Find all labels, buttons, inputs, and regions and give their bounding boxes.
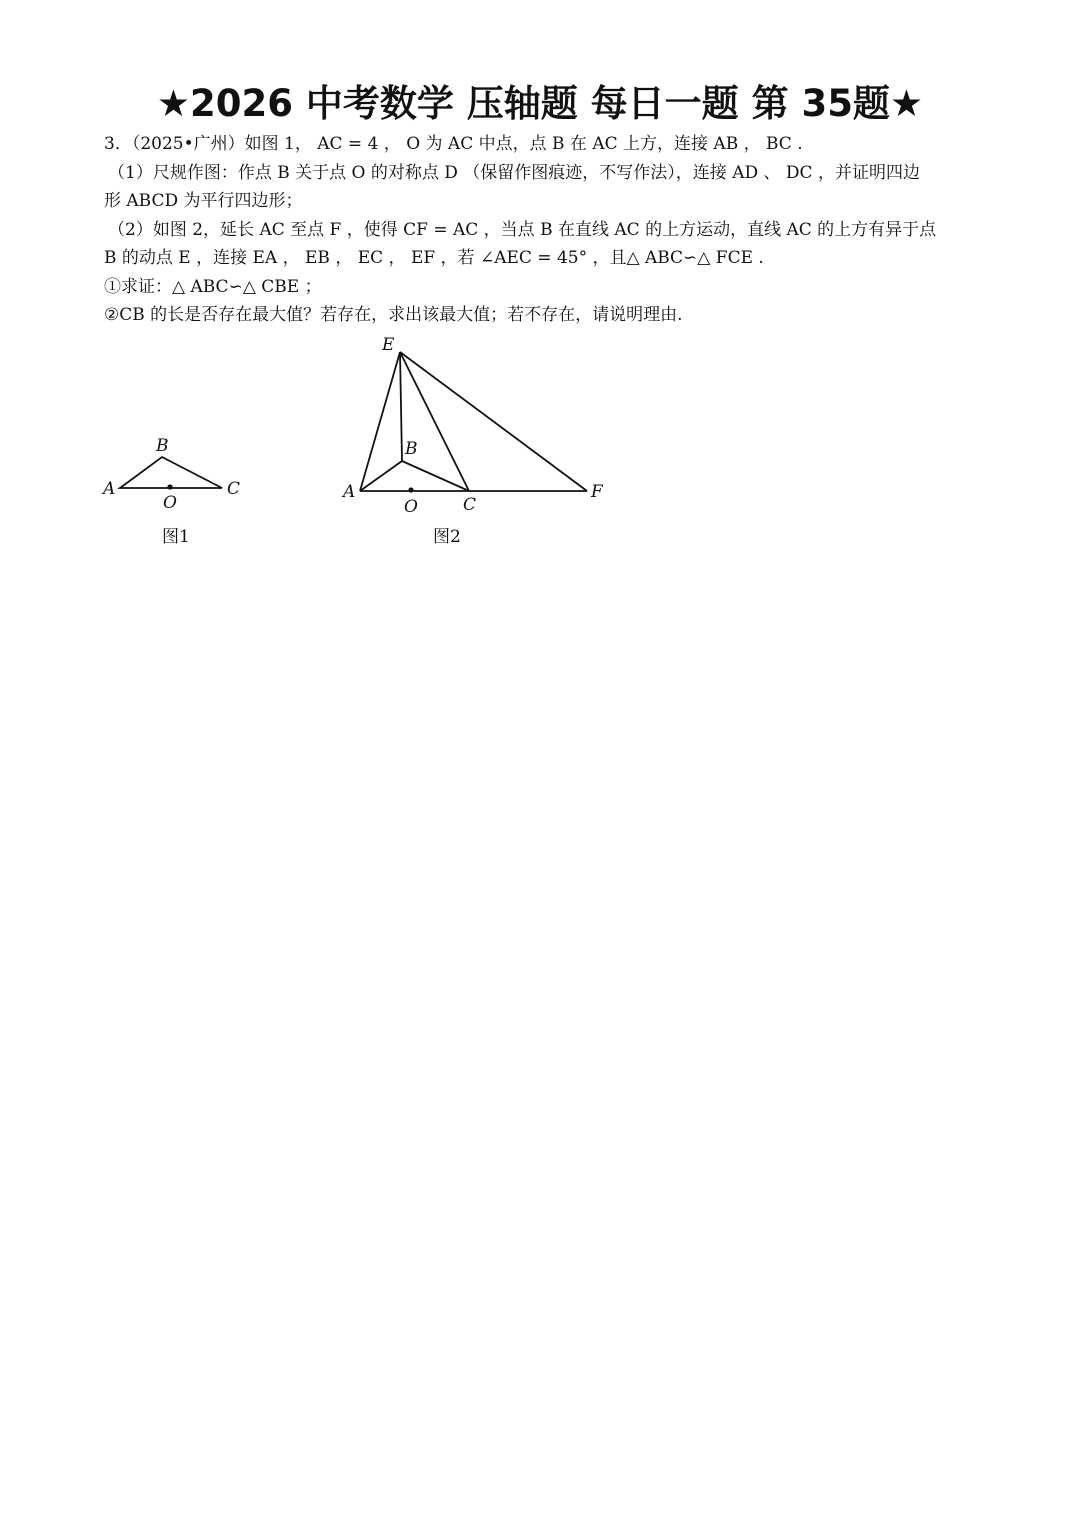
problem-line: ①求证：△ ABC∽△ CBE ； (104, 276, 322, 297)
problem-text (104, 130, 984, 330)
label-o: O (404, 497, 418, 517)
problem-line: ②CB 的长是否存在最大值？若存在，求出该最大值；若不存在，请说明理由. (104, 305, 683, 325)
problem-line: （1）尺规作图：作点 B 关于点 O 的对称点 D （保留作图痕迹，不写作法），连接 AD 、 DC ，并证明四边 (108, 162, 920, 183)
segment-eb (400, 352, 402, 461)
figure2-diagram (341, 335, 604, 517)
triangle-abc (120, 457, 222, 488)
label-e: E (382, 335, 395, 355)
page-title: ★2026 中考数学 压轴题 每日一题 第 35题★ (156, 82, 924, 125)
figures-svg (0, 330, 640, 560)
label-a: A (103, 479, 116, 499)
label-a: A (343, 482, 356, 502)
figure1-diagram (101, 436, 240, 513)
label-c: C (463, 495, 477, 515)
point-o-dot (167, 484, 172, 489)
segment-ef (400, 352, 587, 491)
label-b: B (405, 439, 418, 459)
figures (0, 330, 640, 560)
segment-bc (402, 461, 469, 491)
label-b: B (156, 436, 169, 456)
figure2-caption: 图2 (433, 527, 461, 547)
figure1-caption: 图1 (162, 527, 190, 547)
segment-ae (360, 352, 400, 491)
point-o-dot (408, 487, 413, 492)
problem-line: 形 ABCD 为平行四边形； (104, 191, 303, 211)
label-o: O (163, 493, 177, 513)
problem-line: 3．（2025•广州）如图 1， AC = 4 ， O 为 AC 中点，点 B 在 AC 上方，连接 AB ， BC . (104, 134, 803, 154)
label-f: F (591, 482, 603, 502)
segment-ec (400, 352, 469, 491)
problem-line: （2）如图 2，延长 AC 至点 F ，使得 CF = AC ，当点 B 在直线 AC 的上方运动，直线 AC 的上方有异于点 (108, 219, 937, 240)
problem-line: B 的动点 E ，连接 EA ， EB ， EC ， EF ，若 ∠AEC = 45° ，且△ ABC∽△ FCE . (104, 248, 764, 268)
label-c: C (227, 479, 241, 499)
segment-ab (360, 461, 402, 491)
